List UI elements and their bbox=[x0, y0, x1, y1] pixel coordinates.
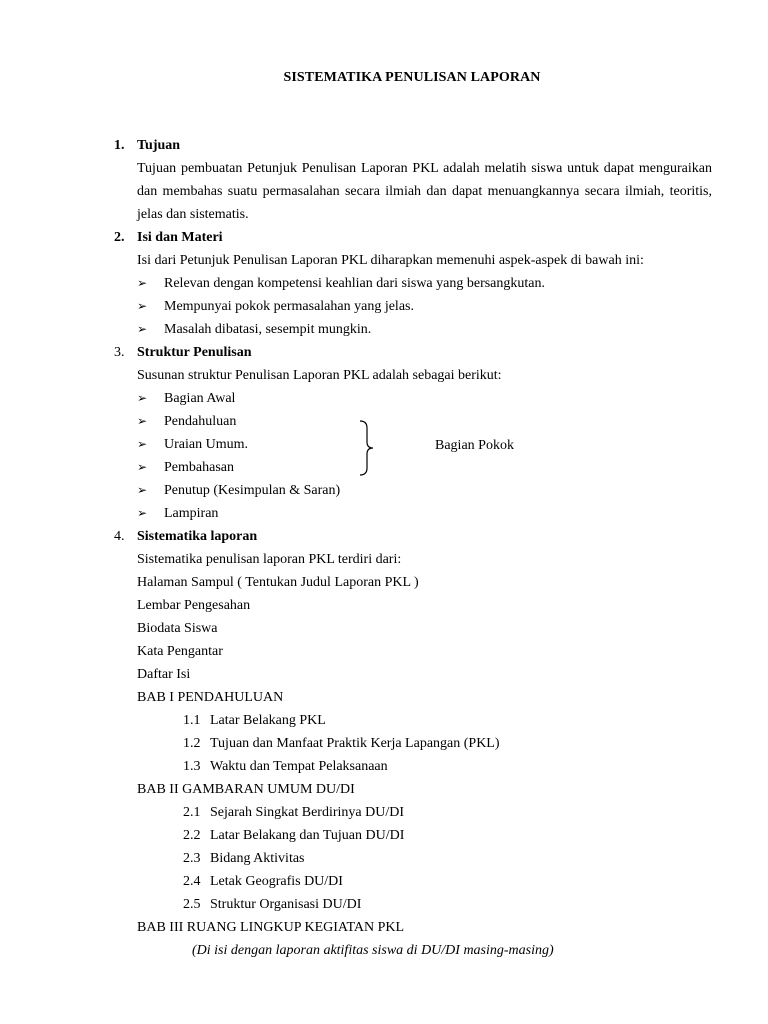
subchapter-title: Struktur Organisasi DU/DI bbox=[210, 897, 362, 912]
arrow-bullet-icon: ➢ bbox=[137, 299, 148, 313]
subchapter-title: Latar Belakang PKL bbox=[210, 713, 326, 728]
section-title: Tujuan bbox=[137, 138, 181, 153]
paragraph-line bbox=[0, 203, 768, 226]
paragraph-line bbox=[0, 249, 768, 272]
list-item bbox=[0, 617, 768, 640]
paragraph-line bbox=[0, 157, 768, 180]
arrow-bullet-icon: ➢ bbox=[137, 460, 148, 474]
paragraph-text: Sistematika penulisan laporan PKL terdiri dari: bbox=[137, 552, 402, 567]
list-item-text: Biodata Siswa bbox=[137, 621, 218, 636]
section-title: Isi dan Materi bbox=[137, 230, 223, 245]
arrow-bullet-icon: ➢ bbox=[137, 322, 148, 336]
list-item-text: Pendahuluan bbox=[164, 414, 237, 429]
section-number: 1. bbox=[114, 138, 125, 153]
arrow-bullet-icon: ➢ bbox=[137, 414, 148, 428]
chapter-heading bbox=[0, 686, 768, 709]
brace-group-label: Bagian Pokok bbox=[435, 438, 514, 453]
arrow-bullet-icon: ➢ bbox=[137, 276, 148, 290]
list-item bbox=[0, 456, 768, 479]
subchapter-title: Latar Belakang dan Tujuan DU/DI bbox=[210, 828, 405, 843]
subchapter-number: 2.3 bbox=[183, 851, 201, 866]
chapter-title: BAB I PENDAHULUAN bbox=[137, 690, 284, 705]
subchapter-item bbox=[0, 824, 768, 847]
list-item-text: Pembahasan bbox=[164, 460, 234, 475]
subchapter-title: Letak Geografis DU/DI bbox=[210, 874, 343, 889]
subchapter-number: 1.3 bbox=[183, 759, 201, 774]
arrow-bullet-icon: ➢ bbox=[137, 437, 148, 451]
paragraph-text: Tujuan pembuatan Petunjuk Penulisan Laporan PKL adalah melatih siswa untuk dapat menguraikan bbox=[137, 161, 712, 176]
chapter-note bbox=[0, 939, 768, 962]
list-item-text: Bagian Awal bbox=[164, 391, 236, 406]
document-body bbox=[0, 134, 768, 962]
subchapter-item bbox=[0, 801, 768, 824]
paragraph-line bbox=[0, 364, 768, 387]
subchapter-item bbox=[0, 893, 768, 916]
list-item bbox=[0, 663, 768, 686]
list-item-text: Lembar Pengesahan bbox=[137, 598, 251, 613]
list-item bbox=[0, 640, 768, 663]
section-title: Struktur Penulisan bbox=[137, 345, 252, 360]
list-item-text: Halaman Sampul ( Tentukan Judul Laporan PKL ) bbox=[137, 575, 419, 590]
list-item bbox=[0, 594, 768, 617]
chapter-heading bbox=[0, 916, 768, 939]
list-item bbox=[0, 571, 768, 594]
section-4-heading bbox=[0, 525, 768, 548]
section-3-heading bbox=[0, 341, 768, 364]
list-item bbox=[0, 318, 768, 341]
chapter-title: BAB III RUANG LINGKUP KEGIATAN PKL bbox=[137, 920, 405, 935]
section-number: 3. bbox=[114, 345, 125, 360]
paragraph-text: dan membahas suatu permasalahan secara ilmiah dan dapat menuangkannya secara ilmiah, teoritis, bbox=[137, 184, 712, 199]
subchapter-item bbox=[0, 847, 768, 870]
note-text: (Di isi dengan laporan aktifitas siswa di DU/DI masing-masing) bbox=[192, 943, 554, 958]
paragraph-text: jelas dan sistematis. bbox=[137, 207, 249, 222]
right-curly-brace-icon bbox=[358, 420, 376, 476]
subchapter-number: 1.2 bbox=[183, 736, 201, 751]
list-item bbox=[0, 502, 768, 525]
paragraph-text: Isi dari Petunjuk Penulisan Laporan PKL diharapkan memenuhi aspek-aspek di bawah ini: bbox=[137, 253, 644, 268]
chapter-title: BAB II GAMBARAN UMUM DU/DI bbox=[137, 782, 355, 797]
subchapter-number: 2.5 bbox=[183, 897, 201, 912]
list-item-text: Daftar Isi bbox=[137, 667, 191, 682]
subchapter-item bbox=[0, 732, 768, 755]
subchapter-item bbox=[0, 709, 768, 732]
section-title: Sistematika laporan bbox=[137, 529, 258, 544]
subchapter-number: 2.1 bbox=[183, 805, 201, 820]
section-number: 4. bbox=[114, 529, 125, 544]
subchapter-title: Bidang Aktivitas bbox=[210, 851, 305, 866]
arrow-bullet-icon: ➢ bbox=[137, 506, 148, 520]
page-title: SISTEMATIKA PENULISAN LAPORAN bbox=[283, 70, 541, 85]
list-item-text: Lampiran bbox=[164, 506, 219, 521]
list-item bbox=[0, 479, 768, 502]
section-2-heading bbox=[0, 226, 768, 249]
list-item bbox=[0, 433, 768, 456]
subchapter-number: 2.4 bbox=[183, 874, 201, 889]
list-item-text: Kata Pengantar bbox=[137, 644, 223, 659]
subchapter-number: 2.2 bbox=[183, 828, 201, 843]
list-item-text: Penutup (Kesimpulan & Saran) bbox=[164, 483, 341, 498]
paragraph-line bbox=[0, 180, 768, 203]
list-item-text: Relevan dengan kompetensi keahlian dari siswa yang bersangkutan. bbox=[164, 276, 545, 291]
list-item bbox=[0, 387, 768, 410]
paragraph-text: Susunan struktur Penulisan Laporan PKL adalah sebagai berikut: bbox=[137, 368, 502, 383]
subchapter-title: Sejarah Singkat Berdirinya DU/DI bbox=[210, 805, 405, 820]
section-1-heading bbox=[0, 134, 768, 157]
subchapter-number: 1.1 bbox=[183, 713, 201, 728]
list-item-text: Masalah dibatasi, sesempit mungkin. bbox=[164, 322, 372, 337]
list-item-text: Mempunyai pokok permasalahan yang jelas. bbox=[164, 299, 414, 314]
paragraph-line bbox=[0, 548, 768, 571]
subchapter-item bbox=[0, 755, 768, 778]
subchapter-title: Waktu dan Tempat Pelaksanaan bbox=[210, 759, 388, 774]
arrow-bullet-icon: ➢ bbox=[137, 391, 148, 405]
subchapter-item bbox=[0, 870, 768, 893]
chapter-heading bbox=[0, 778, 768, 801]
list-item bbox=[0, 272, 768, 295]
subchapter-title: Tujuan dan Manfaat Praktik Kerja Lapangan (PKL) bbox=[210, 736, 500, 751]
arrow-bullet-icon: ➢ bbox=[137, 483, 148, 497]
list-item bbox=[0, 295, 768, 318]
list-item-text: Uraian Umum. bbox=[164, 437, 248, 452]
section-number: 2. bbox=[114, 230, 125, 245]
list-item bbox=[0, 410, 768, 433]
